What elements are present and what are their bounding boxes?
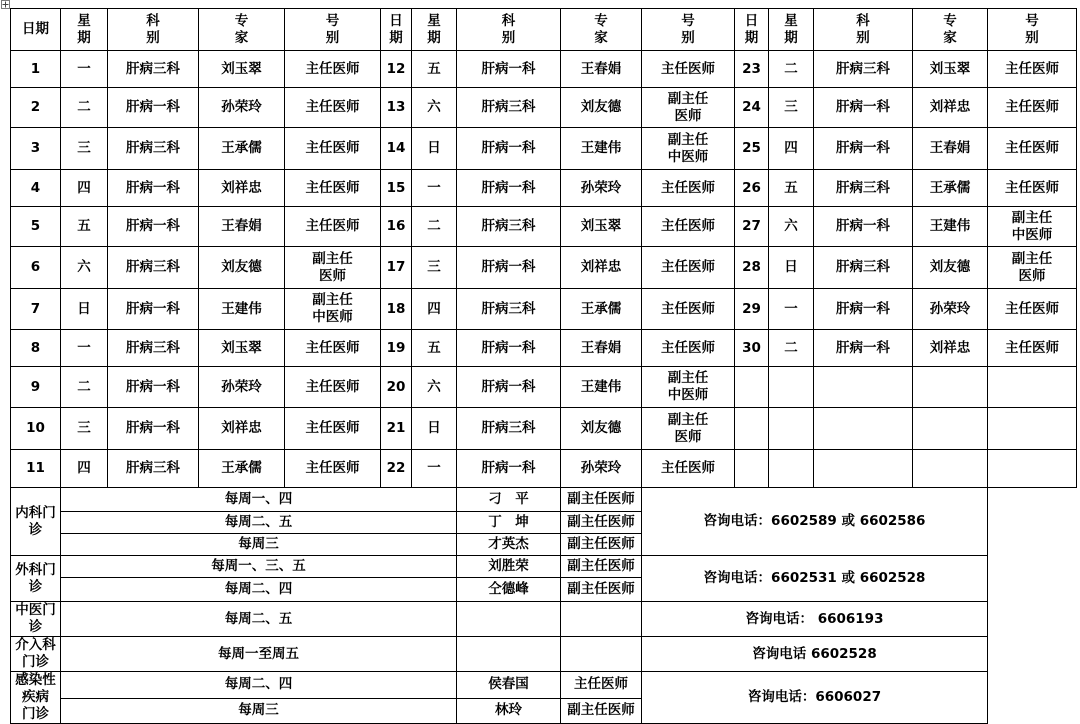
title-cell: 副主任 中医师 [285,289,381,330]
weekday-cell: 五 [769,170,814,207]
table-row [11,207,1077,247]
expert-cell: 王春娟 [561,51,642,88]
clinic-days-cell: 每周一、三、五 [61,556,457,578]
weekday-cell: 五 [412,330,457,367]
title-cell: 主任医师 [285,128,381,170]
weekday-cell: 二 [61,367,108,408]
clinic-phone-cell: 咨询电话：6602589 或 6602586 [642,488,988,556]
title-cell: 主任医师 [285,207,381,247]
expert-cell: 刘友德 [561,408,642,450]
weekday-cell [769,367,814,408]
date-cell: 9 [11,367,61,408]
date-cell: 6 [11,247,61,289]
department-cell: 肝病一科 [108,207,199,247]
doctor-name-cell: 刘胜荣 [457,556,561,578]
expert-cell [913,450,988,488]
title-cell: 主任医师 [642,450,735,488]
department-cell: 肝病一科 [457,450,561,488]
weekday-cell: 六 [412,367,457,408]
title-cell: 主任医师 [642,247,735,289]
outpatient-schedule-table [10,8,1077,724]
doctor-title-cell [561,637,642,672]
title-cell: 副主任 医师 [285,247,381,289]
header-cell: 科 别 [814,9,913,51]
expert-cell: 王春娟 [199,207,285,247]
date-cell: 12 [381,51,412,88]
table-row [11,88,1077,128]
expert-cell: 刘玉翠 [561,207,642,247]
weekday-cell: 三 [61,128,108,170]
table-row [11,330,1077,367]
title-cell: 副主任 中医师 [988,207,1077,247]
table-move-handle-icon[interactable] [1,0,10,9]
weekday-cell: 二 [61,88,108,128]
expert-cell: 孙荣玲 [561,450,642,488]
department-cell: 肝病三科 [108,128,199,170]
weekday-cell: 日 [769,247,814,289]
department-cell: 肝病一科 [457,170,561,207]
department-cell: 肝病一科 [457,330,561,367]
clinic-days-cell: 每周三 [61,698,457,723]
weekday-cell: 一 [769,289,814,330]
expert-cell: 王承儒 [199,450,285,488]
clinic-phone-cell: 咨询电话：6602531 或 6602528 [642,556,988,602]
weekday-cell: 五 [61,207,108,247]
title-cell: 副主任 医师 [988,247,1077,289]
date-cell: 27 [735,207,769,247]
clinic-days-cell: 每周二、五 [61,602,457,637]
title-cell: 副主任 中医师 [642,128,735,170]
department-cell: 肝病三科 [814,51,913,88]
table-row [11,450,1077,488]
title-cell: 主任医师 [988,88,1077,128]
doctor-name-cell: 丁 坤 [457,512,561,534]
header-cell: 号 别 [988,9,1077,51]
department-cell: 肝病三科 [108,247,199,289]
title-cell: 主任医师 [988,170,1077,207]
weekday-cell: 一 [61,330,108,367]
expert-cell: 刘玉翠 [199,51,285,88]
table-row [11,170,1077,207]
title-cell: 主任医师 [642,289,735,330]
weekday-cell: 日 [412,408,457,450]
title-cell: 主任医师 [285,88,381,128]
date-cell: 28 [735,247,769,289]
expert-cell: 刘友德 [199,247,285,289]
header-row [11,9,1077,51]
header-cell: 科 别 [457,9,561,51]
expert-cell: 王建伟 [199,289,285,330]
title-cell: 副主任 医师 [642,88,735,128]
weekday-cell: 一 [412,450,457,488]
clinic-phone-cell: 咨询电话 6602528 [642,637,988,672]
expert-cell: 王春娟 [913,128,988,170]
title-cell [988,367,1077,408]
weekday-cell: 二 [769,51,814,88]
title-cell: 主任医师 [285,450,381,488]
clinic-days-cell: 每周二、五 [61,512,457,534]
expert-cell: 刘祥忠 [913,88,988,128]
expert-cell: 王春娟 [561,330,642,367]
department-cell: 肝病一科 [108,408,199,450]
doctor-name-cell: 侯春国 [457,672,561,699]
clinic-row [11,637,1077,672]
doctor-title-cell: 副主任医师 [561,578,642,602]
doctor-title-cell: 副主任医师 [561,556,642,578]
table-row [11,367,1077,408]
header-cell: 日 期 [381,9,412,51]
expert-cell: 王承儒 [561,289,642,330]
date-cell: 16 [381,207,412,247]
clinic-days-cell: 每周三 [61,534,457,556]
expert-cell: 王承儒 [913,170,988,207]
expert-cell: 王承儒 [199,128,285,170]
doctor-title-cell: 主任医师 [561,672,642,699]
doctor-name-cell [457,637,561,672]
title-cell: 主任医师 [642,207,735,247]
weekday-cell: 四 [61,170,108,207]
department-cell: 肝病一科 [457,51,561,88]
doctor-name-cell: 仝德峰 [457,578,561,602]
title-cell: 主任医师 [285,330,381,367]
date-cell: 10 [11,408,61,450]
date-cell: 20 [381,367,412,408]
doctor-name-cell: 刁 平 [457,488,561,512]
weekday-cell: 一 [61,51,108,88]
title-cell: 副主任 中医师 [642,367,735,408]
weekday-cell [769,450,814,488]
clinic-row [11,488,1077,512]
date-cell: 18 [381,289,412,330]
department-cell: 肝病三科 [457,207,561,247]
table-row [11,408,1077,450]
weekday-cell: 六 [769,207,814,247]
department-cell: 肝病一科 [814,330,913,367]
title-cell: 主任医师 [988,289,1077,330]
date-cell: 29 [735,289,769,330]
weekday-cell: 四 [412,289,457,330]
department-cell: 肝病三科 [108,450,199,488]
doctor-name-cell: 才英杰 [457,534,561,556]
title-cell [988,450,1077,488]
clinic-row [11,556,1077,578]
title-cell: 主任医师 [642,170,735,207]
expert-cell: 刘祥忠 [913,330,988,367]
header-cell: 日 期 [735,9,769,51]
header-cell: 专 家 [561,9,642,51]
expert-cell: 王建伟 [913,207,988,247]
table-row [11,247,1077,289]
title-cell: 主任医师 [285,170,381,207]
table-row [11,51,1077,88]
date-cell: 4 [11,170,61,207]
doctor-title-cell: 副主任医师 [561,512,642,534]
date-cell: 24 [735,88,769,128]
title-cell: 主任医师 [285,367,381,408]
weekday-cell: 日 [412,128,457,170]
weekday-cell: 四 [61,450,108,488]
expert-cell: 孙荣玲 [561,170,642,207]
department-cell: 肝病一科 [814,207,913,247]
header-cell: 专 家 [913,9,988,51]
department-cell: 肝病一科 [814,289,913,330]
date-cell: 23 [735,51,769,88]
table-row [11,289,1077,330]
department-cell [814,367,913,408]
department-cell: 肝病三科 [814,247,913,289]
expert-cell: 刘玉翠 [199,330,285,367]
department-cell: 肝病三科 [457,408,561,450]
expert-cell: 刘友德 [561,88,642,128]
date-cell: 13 [381,88,412,128]
date-cell: 14 [381,128,412,170]
header-cell: 号 别 [285,9,381,51]
title-cell: 副主任 医师 [642,408,735,450]
department-cell: 肝病一科 [108,289,199,330]
department-cell: 肝病一科 [457,128,561,170]
expert-cell: 刘祥忠 [199,170,285,207]
header-cell: 星 期 [412,9,457,51]
clinic-name-cell: 介入科门诊 [11,637,61,672]
date-cell: 19 [381,330,412,367]
expert-cell: 刘祥忠 [561,247,642,289]
date-cell: 5 [11,207,61,247]
date-cell: 1 [11,51,61,88]
doctor-name-cell [457,602,561,637]
department-cell: 肝病三科 [814,170,913,207]
header-cell: 号 别 [642,9,735,51]
weekday-cell: 六 [61,247,108,289]
doctor-title-cell: 副主任医师 [561,698,642,723]
clinic-row [11,602,1077,637]
weekday-cell: 五 [412,51,457,88]
header-cell: 专 家 [199,9,285,51]
clinic-name-cell: 内科门诊 [11,488,61,556]
expert-cell: 刘祥忠 [199,408,285,450]
department-cell [814,408,913,450]
department-cell: 肝病一科 [814,128,913,170]
header-cell: 日期 [11,9,61,51]
department-cell: 肝病三科 [108,330,199,367]
clinic-days-cell: 每周二、四 [61,578,457,602]
title-cell: 主任医师 [988,128,1077,170]
expert-cell: 王建伟 [561,367,642,408]
date-cell [735,408,769,450]
clinic-row [11,672,1077,699]
clinic-days-cell: 每周一、四 [61,488,457,512]
department-cell: 肝病三科 [457,289,561,330]
title-cell: 主任医师 [285,51,381,88]
date-cell: 11 [11,450,61,488]
date-cell [735,450,769,488]
doctor-title-cell: 副主任医师 [561,488,642,512]
weekday-cell: 二 [769,330,814,367]
expert-cell: 孙荣玲 [199,88,285,128]
header-cell: 科 别 [108,9,199,51]
department-cell: 肝病一科 [457,367,561,408]
department-cell: 肝病一科 [108,367,199,408]
weekday-cell: 三 [412,247,457,289]
date-cell: 21 [381,408,412,450]
title-cell: 主任医师 [285,408,381,450]
department-cell: 肝病三科 [457,88,561,128]
department-cell [814,450,913,488]
expert-cell: 孙荣玲 [199,367,285,408]
weekday-cell: 日 [61,289,108,330]
weekday-cell: 三 [769,88,814,128]
date-cell: 15 [381,170,412,207]
clinic-name-cell: 外科门诊 [11,556,61,602]
department-cell: 肝病一科 [814,88,913,128]
clinic-phone-cell: 咨询电话：6606027 [642,672,988,724]
weekday-cell: 一 [412,170,457,207]
date-cell: 25 [735,128,769,170]
expert-cell: 王建伟 [561,128,642,170]
expert-cell: 刘友德 [913,247,988,289]
expert-cell: 刘玉翠 [913,51,988,88]
department-cell: 肝病一科 [108,88,199,128]
title-cell: 主任医师 [988,51,1077,88]
date-cell: 26 [735,170,769,207]
expert-cell: 孙荣玲 [913,289,988,330]
date-cell: 22 [381,450,412,488]
header-cell: 星 期 [769,9,814,51]
weekday-cell: 三 [61,408,108,450]
date-cell: 17 [381,247,412,289]
clinic-days-cell: 每周二、四 [61,672,457,699]
expert-cell [913,367,988,408]
title-cell: 主任医师 [642,330,735,367]
doctor-title-cell: 副主任医师 [561,534,642,556]
schedule-body [11,9,1077,724]
weekday-cell: 六 [412,88,457,128]
weekday-cell: 二 [412,207,457,247]
date-cell: 2 [11,88,61,128]
clinic-days-cell: 每周一至周五 [61,637,457,672]
doctor-title-cell [561,602,642,637]
doctor-name-cell: 林玲 [457,698,561,723]
table-row [11,128,1077,170]
weekday-cell [769,408,814,450]
date-cell: 30 [735,330,769,367]
clinic-name-cell: 中医门诊 [11,602,61,637]
title-cell: 主任医师 [642,51,735,88]
title-cell: 主任医师 [988,330,1077,367]
date-cell [735,367,769,408]
weekday-cell: 四 [769,128,814,170]
date-cell: 3 [11,128,61,170]
expert-cell [913,408,988,450]
date-cell: 7 [11,289,61,330]
clinic-phone-cell: 咨询电话： 6606193 [642,602,988,637]
department-cell: 肝病一科 [108,170,199,207]
department-cell: 肝病三科 [108,51,199,88]
department-cell: 肝病一科 [457,247,561,289]
header-cell: 星 期 [61,9,108,51]
clinic-name-cell: 感染性疾病 门诊 [11,672,61,724]
date-cell: 8 [11,330,61,367]
title-cell [988,408,1077,450]
